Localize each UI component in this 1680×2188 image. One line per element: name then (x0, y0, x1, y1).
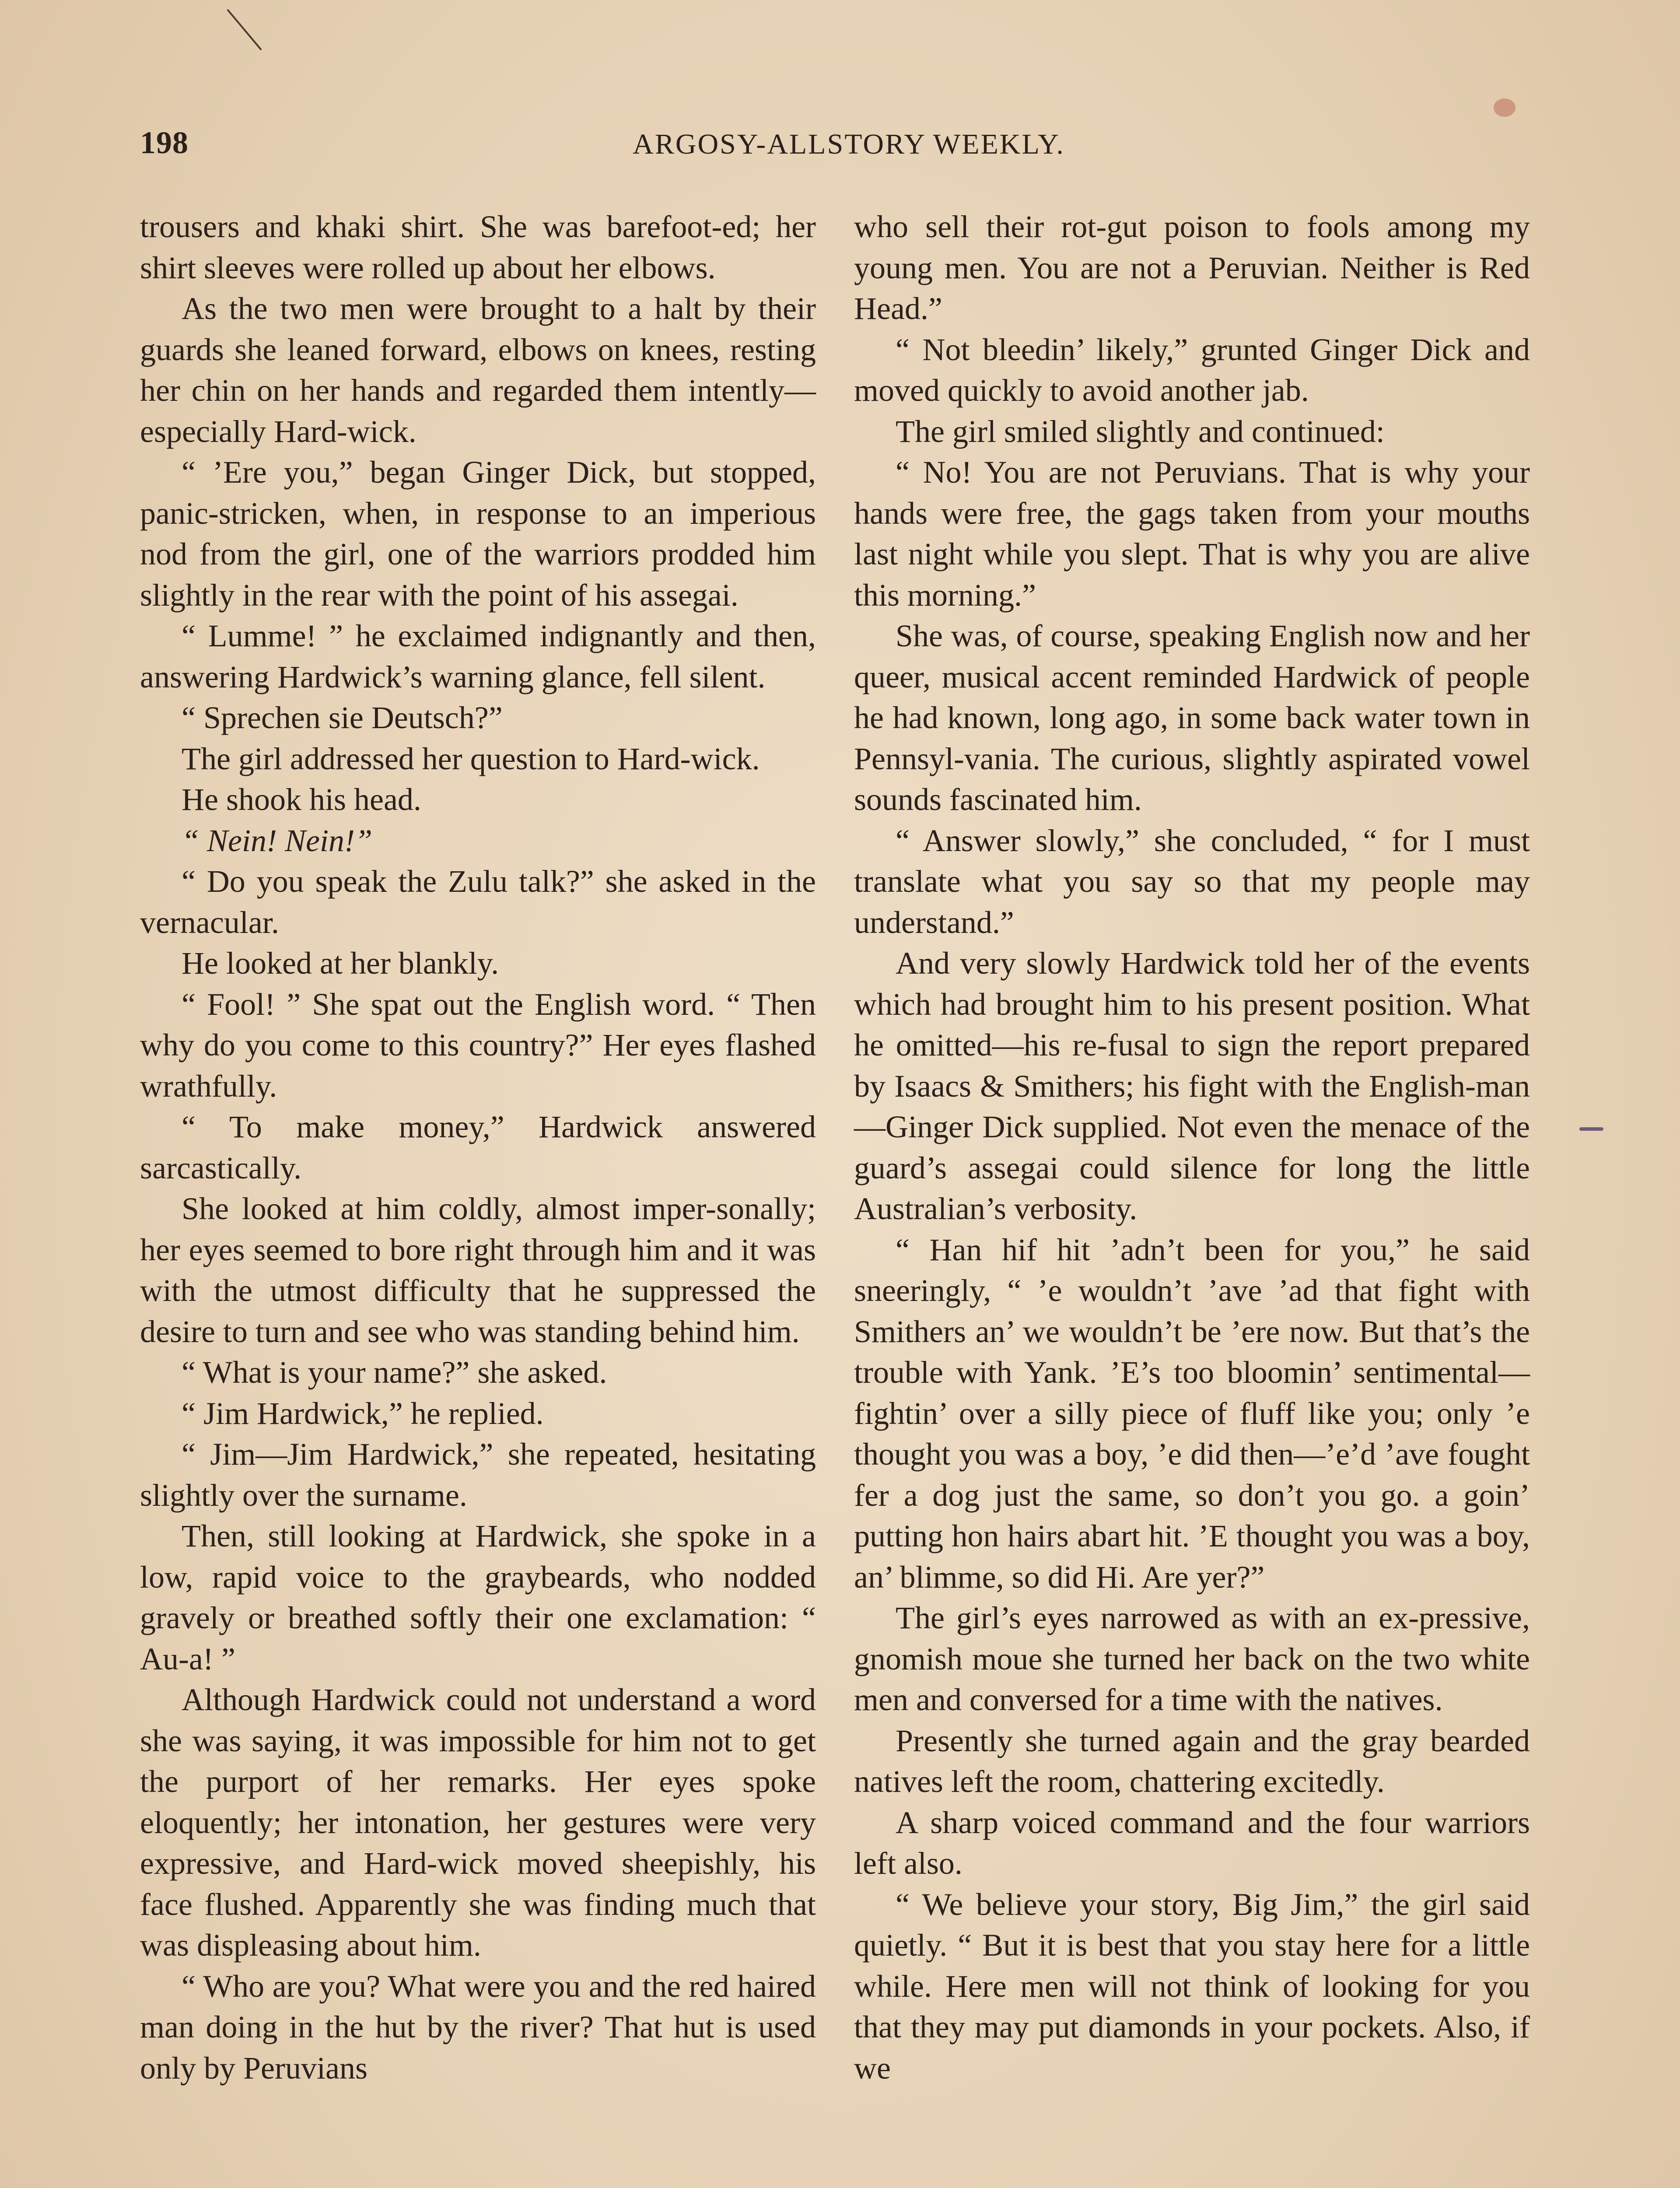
paragraph: “ Jim Hardwick,” he replied. (182, 1396, 544, 1431)
paragraph: “ Lumme! ” he exclaimed indignantly and then, answering Hardwick’s warning glance, fell silent. (140, 618, 816, 694)
paragraph: He looked at her blankly. (182, 946, 499, 981)
paragraph: The girl’s eyes narrowed as with an ex-pressive, gnomish moue she turned her back on the two white men and conversed for a time with the natives. (854, 1600, 1530, 1717)
paragraph: A sharp voiced command and the four warriors left also. (854, 1805, 1530, 1881)
paragraph: “ Answer slowly,” she concluded, “ for I must translate what you say so that my people may understand.” (854, 823, 1530, 940)
paragraph: As the two men were brought to a halt by their guards she leaned forward, elbows on knees, resting her chin on her hands and regarded them intently—especially Hard-wick. (140, 291, 816, 449)
paragraph: The girl addressed her question to Hard-wick. (182, 741, 760, 776)
paragraph: “ We believe your story, Big Jim,” the girl said quietly. “ But it is best that you stay here for a little while. Here men will not think of looking for you that they may put diamonds in your pockets. Also, if we (854, 1886, 1530, 2086)
paragraph: She was, of course, speaking English now and her queer, musical accent reminded Hardwick of people he had known, long ago, in some back water town in Pennsyl-vania. The curious, slightly aspirated vowel sounds fascinated him. (854, 618, 1530, 817)
paragraph: “ Who are you? What were you and the red haired man doing in the hut by the river? That hut is used only by Peruvians (140, 1968, 816, 2086)
paragraph: “ Han hif hit ’adn’t been for you,” he said sneeringly, “ ’e wouldn’t ’ave ’ad that fight with Smithers an’ we wouldn’t be ’ere now. But that’s the trouble with Yank. ’E’s too bloomin’ sentimental—fightin’ over a silly piece of fluff like you; only ’e thought you was a boy, ’e did then—’e’d ’ave fought fer a dog just the same, so don’t you go. a goin’ putting hon hairs abart hit. ’E thought you was a boy, an’ blimme, so did Hi. Are yer?” (854, 1232, 1530, 1595)
paragraph: Presently she turned again and the gray bearded natives left the room, chattering excitedly. (854, 1723, 1530, 1799)
paragraph: “ ’Ere you,” began Ginger Dick, but stopped, panic-stricken, when, in response to an imperious nod from the girl, one of the warriors prodded him slightly in the rear with the point of his assegai. (140, 455, 816, 613)
paragraph: “ To make money,” Hardwick answered sarcastically. (140, 1109, 816, 1185)
paragraph: She looked at him coldly, almost imper-sonally; her eyes seemed to bore right through him and it was with the utmost difficulty that he suppressed the desire to turn and see who was standing behind him. (140, 1191, 816, 1349)
paragraph: “ Nein! Nein!” (182, 823, 373, 858)
paragraph: “ No! You are not Peruvians. That is why your hands were free, the gags taken from your mouths last night while you slept. That is why you are alive this morning.” (854, 455, 1530, 613)
paragraph: The girl smiled slightly and continued: (896, 414, 1385, 449)
paragraph: “ Fool! ” She spat out the English word. “ Then why do you come to this country?” Her eyes flashed wrathfully. (140, 986, 816, 1104)
paragraph: “ Jim—Jim Hardwick,” she repeated, hesitating slightly over the surname. (140, 1437, 816, 1513)
paragraph: And very slowly Hardwick told her of the events which had brought him to his present position. What he omitted—his re-fusal to sign the report prepared by Isaacs & Smithers; his fight with the English-man—Ginger Dick supplied. Not even the menace of the guard’s assegai could silence for long the little Australian’s verbosity. (854, 946, 1530, 1226)
ink-dash-mark (1579, 1127, 1603, 1131)
left-column (140, 207, 816, 2089)
paragraph: Although Hardwick could not understand a word she was saying, it was impossible for him not to get the purport of her remarks. Her eyes spoke eloquently; her intonation, her gestures were very expressive, and Hard-wick moved sheepishly, his face flushed. Apparently she was finding much that was displeasing about him. (140, 1682, 816, 1963)
paragraph: “ Not bleedin’ likely,” grunted Ginger Dick and moved quickly to avoid another jab. (854, 332, 1530, 408)
page-number: 198 (140, 125, 189, 160)
paragraph: “ Sprechen sie Deutsch?” (182, 700, 503, 735)
paragraph: “ What is your name?” she asked. (182, 1355, 607, 1390)
paragraph: trousers and khaki shirt. She was barefoot-ed; her shirt sleeves were rolled up about her elbows. (140, 209, 816, 285)
stain-mark (1494, 98, 1516, 117)
right-column (854, 207, 1530, 2089)
paragraph: Then, still looking at Hardwick, she spoke in a low, rapid voice to the graybeards, who nodded gravely or breathed softly their one exclamation: “ Au-a! ” (140, 1518, 816, 1676)
paragraph: who sell their rot-gut poison to fools among my young men. You are not a Peruvian. Neither is Red Head.” (854, 209, 1530, 326)
paragraph: “ Do you speak the Zulu talk?” she asked in the vernacular. (140, 864, 816, 940)
paragraph: He shook his head. (182, 782, 421, 817)
running-head: ARGOSY-ALLSTORY WEEKLY. (633, 128, 1065, 160)
